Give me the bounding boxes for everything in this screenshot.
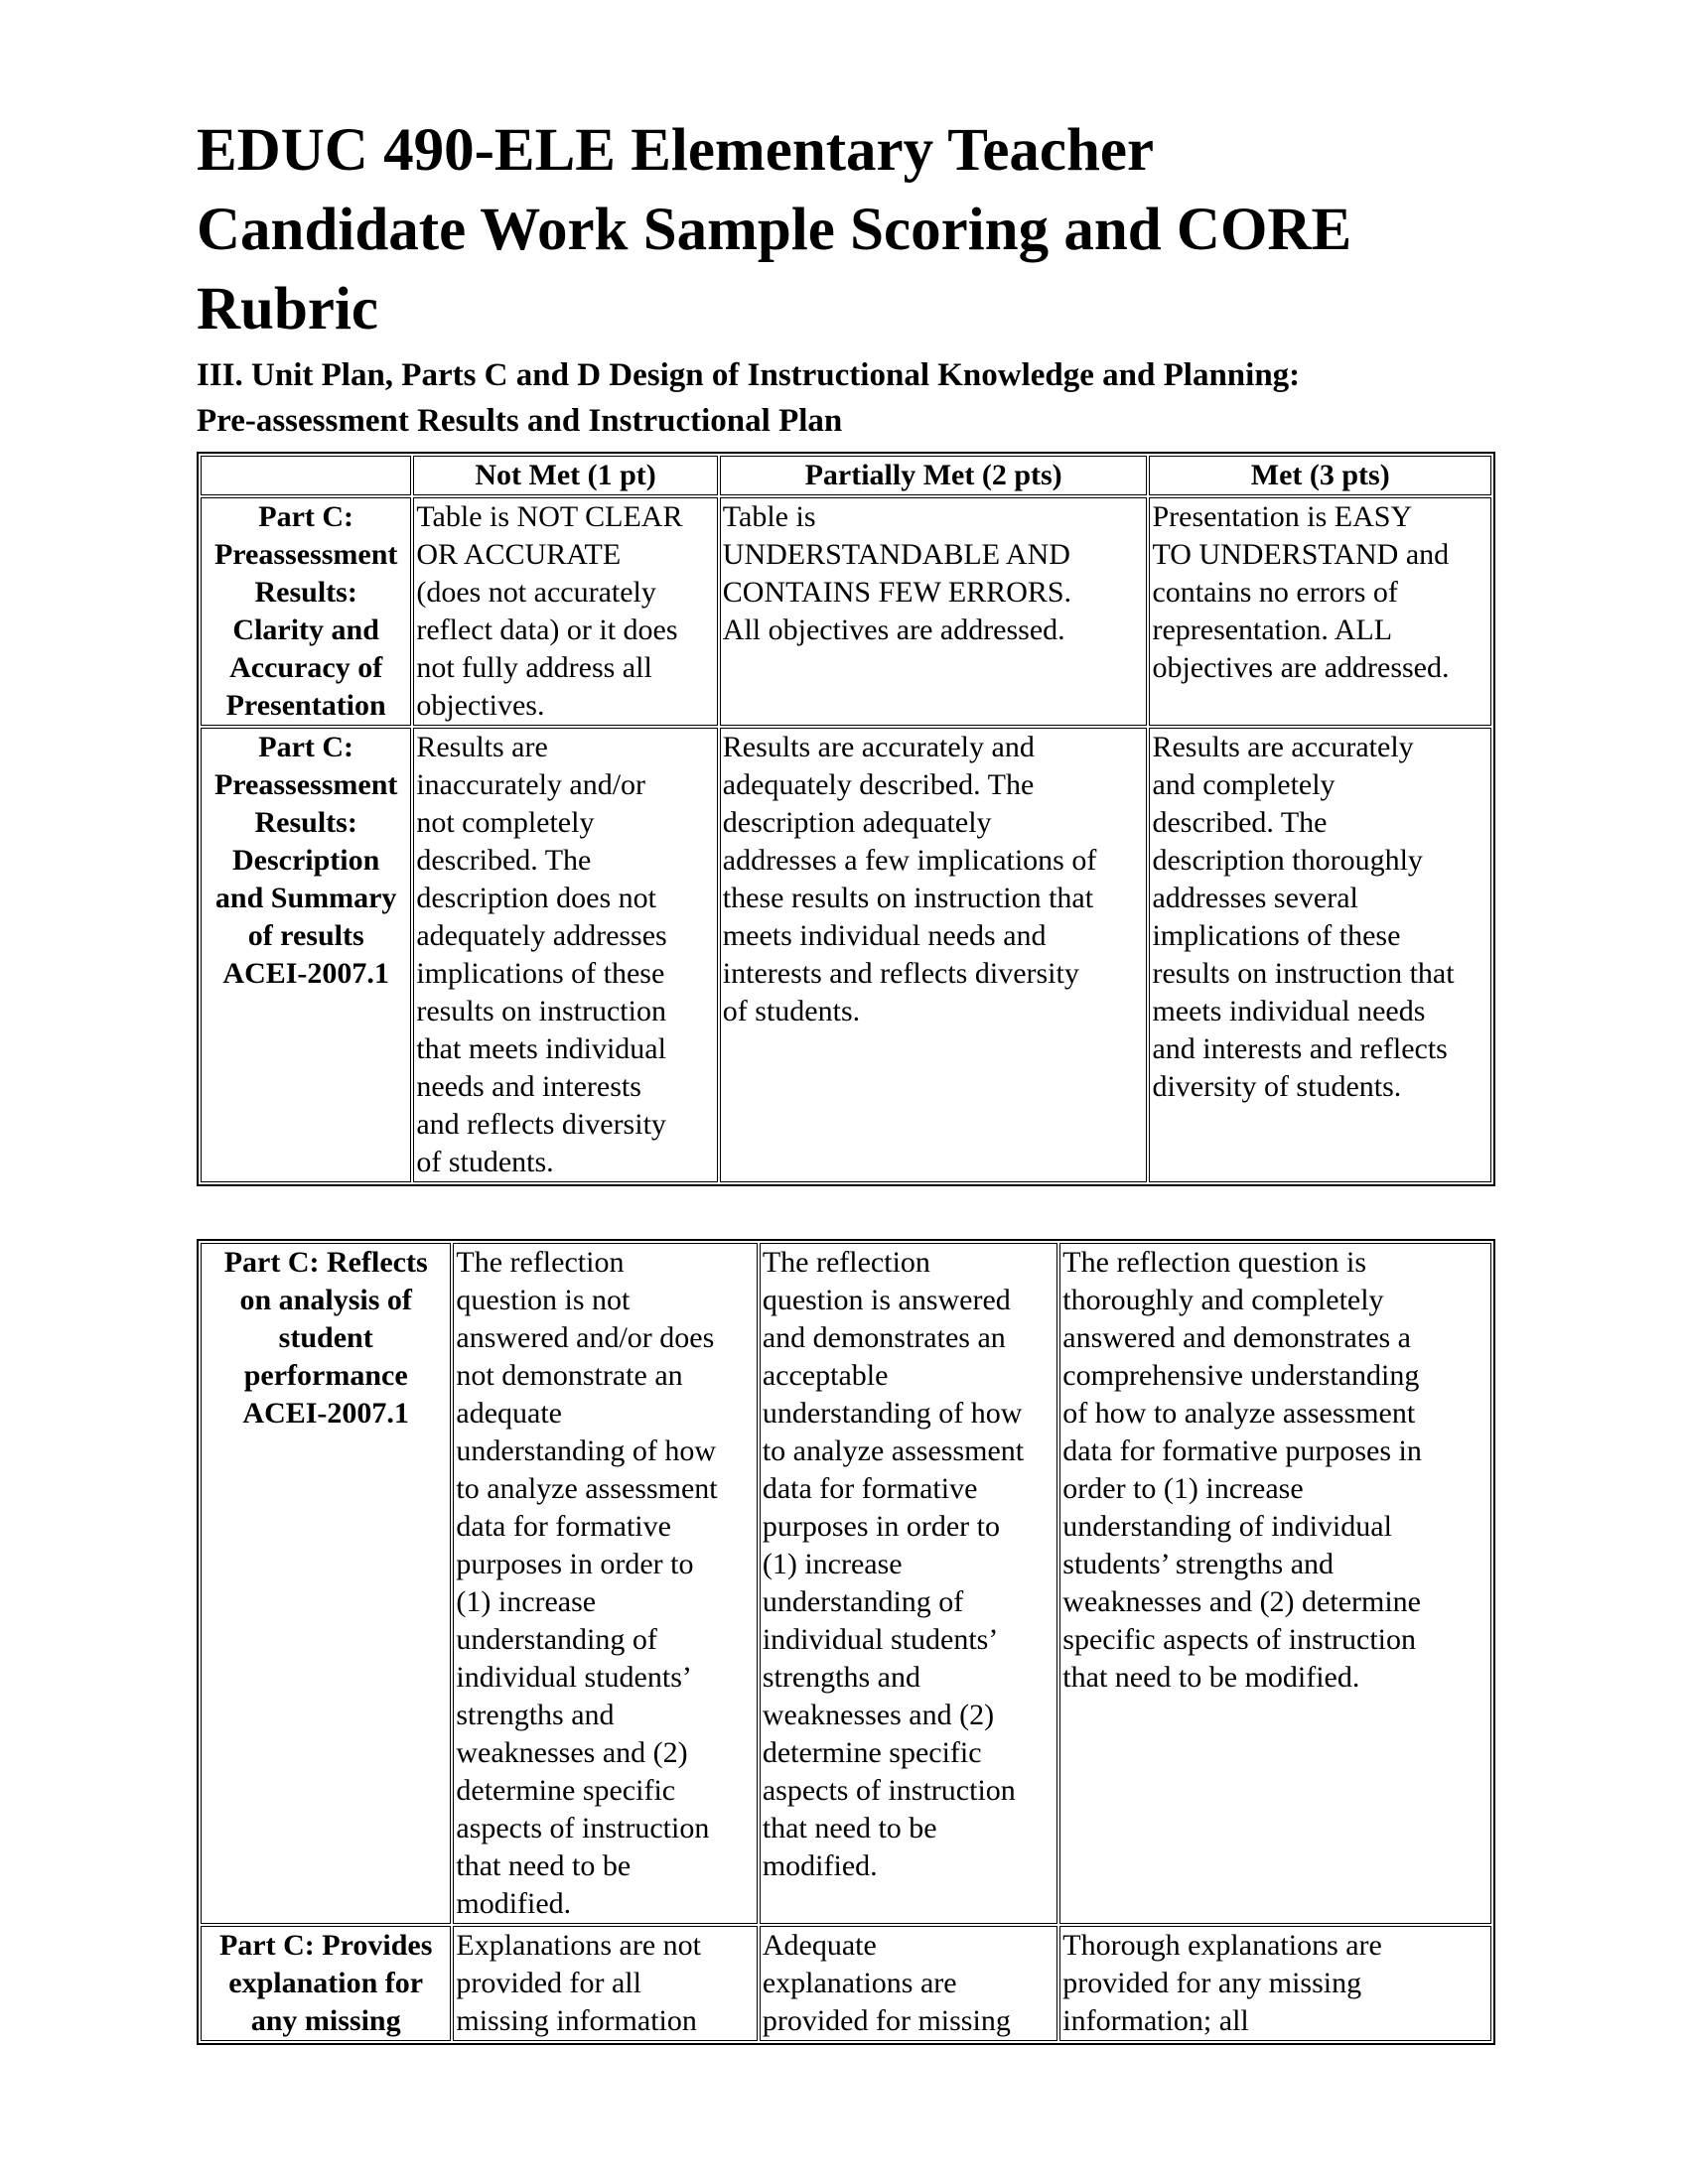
text-line: strengths and: [762, 1661, 920, 1694]
text-line: needs and interests: [416, 1070, 641, 1103]
text-line: not demonstrate an: [456, 1359, 683, 1392]
text-line: OR ACCURATE: [416, 538, 622, 571]
text-line: performance: [243, 1359, 408, 1392]
text-line: The reflection: [762, 1246, 930, 1279]
text-line: to analyze assessment: [456, 1472, 718, 1505]
not-met-cell: [413, 497, 717, 726]
text-line: provided for any missing: [1062, 1967, 1362, 1999]
text-line: inaccurately and/or: [416, 768, 646, 801]
text-line: Part C:: [258, 731, 354, 763]
text-line: determine specific: [456, 1774, 676, 1807]
met-cell: [1059, 1243, 1491, 1924]
text-line: weaknesses and (2): [762, 1699, 995, 1731]
text-line: Results are accurately and: [722, 731, 1035, 763]
text-line: individual students’: [762, 1623, 999, 1656]
text-line: and Summary: [214, 882, 397, 914]
text-line: not fully address all: [416, 651, 652, 684]
table-row: [201, 728, 1491, 1182]
text-line: understanding of individual: [1062, 1510, 1392, 1543]
text-line: Presentation is EASY: [1152, 500, 1413, 533]
table-row: [201, 1926, 1491, 2041]
text-line: Part C:: [258, 500, 354, 533]
text-line: Preassessment: [213, 538, 398, 571]
header-row: [201, 456, 1491, 495]
text-line: ACEI-2007.1: [222, 957, 389, 990]
text-line: understanding of how: [456, 1434, 716, 1467]
text-line: of students.: [722, 995, 861, 1027]
table-row: [201, 497, 1491, 726]
text-line: results on instruction: [416, 995, 666, 1027]
criterion-cell: [201, 1926, 451, 2041]
partially-met-cell: [760, 1243, 1057, 1924]
text-line: and interests and reflects: [1152, 1032, 1448, 1065]
criterion-cell: [201, 728, 411, 1182]
section-heading-line: Pre-assessment Results and Instructional Plan: [197, 403, 843, 439]
text-line: implications of these: [1152, 919, 1401, 952]
text-line: The reflection question is: [1062, 1246, 1367, 1279]
text-line: determine specific: [762, 1736, 982, 1769]
text-line: specific aspects of instruction: [1062, 1623, 1417, 1656]
text-line: data for formative: [762, 1472, 978, 1505]
text-line: to analyze assessment: [762, 1434, 1025, 1467]
text-line: that need to be: [456, 1849, 632, 1882]
text-line: All objectives are addressed.: [722, 614, 1065, 646]
text-line: Clarity and: [232, 614, 379, 646]
text-line: (1) increase: [456, 1585, 597, 1618]
text-line: of students.: [416, 1146, 554, 1178]
text-line: explanations are: [762, 1967, 957, 1999]
title-line: EDUC 490-ELE Elementary Teacher: [197, 117, 1155, 184]
text-line: Results are accurately: [1152, 731, 1414, 763]
text-line: Part C: Provides: [218, 1929, 433, 1962]
text-line: TO UNDERSTAND and: [1152, 538, 1450, 571]
text-line: Part C: Reflects: [223, 1246, 428, 1279]
text-line: question is answered: [762, 1284, 1011, 1316]
section-heading: [197, 352, 1507, 444]
met-cell: [1149, 728, 1491, 1182]
met-cell: [1059, 1926, 1491, 2041]
text-line: Adequate: [762, 1929, 877, 1962]
partially-met-cell: [720, 497, 1148, 726]
text-line: and reflects diversity: [416, 1108, 666, 1141]
not-met-cell: [453, 1926, 757, 2041]
header-cell-blank: [201, 456, 411, 495]
text-line: ACEI-2007.1: [242, 1397, 409, 1430]
criterion-cell: [201, 1243, 451, 1924]
text-line: interests and reflects diversity: [722, 957, 1079, 990]
text-line: students’ strengths and: [1062, 1548, 1335, 1580]
text-line: Description: [232, 844, 380, 877]
text-line: meets individual needs: [1152, 995, 1426, 1027]
met-cell: [1149, 497, 1491, 726]
text-line: Results:: [254, 806, 357, 839]
text-line: provided for all: [456, 1967, 641, 1999]
text-line: individual students’: [456, 1661, 692, 1694]
title-line: Rubric: [197, 276, 378, 342]
text-line: objectives are addressed.: [1152, 651, 1450, 684]
text-line: (1) increase: [762, 1548, 903, 1580]
text-line: weaknesses and (2) determine: [1062, 1585, 1421, 1618]
text-line: (does not accurately: [416, 576, 656, 609]
rubric-table-2: [197, 1239, 1495, 2045]
text-line: and demonstrates an: [762, 1321, 1006, 1354]
text-line: The reflection: [456, 1246, 625, 1279]
text-line: UNDERSTANDABLE AND: [722, 538, 1070, 571]
text-line: purposes in order to: [456, 1548, 694, 1580]
text-line: objectives.: [416, 689, 545, 722]
text-line: that meets individual: [416, 1032, 666, 1065]
text-line: data for formative: [456, 1510, 671, 1543]
text-line: comprehensive understanding: [1062, 1359, 1420, 1392]
document-title: [197, 111, 1507, 349]
text-line: question is not: [456, 1284, 631, 1316]
text-line: Presentation: [225, 689, 386, 722]
text-line: Explanations are not: [456, 1929, 701, 1962]
text-line: understanding of: [762, 1585, 964, 1618]
text-line: provided for missing: [762, 2004, 1011, 2037]
text-line: on analysis of: [239, 1284, 412, 1316]
text-line: acceptable: [762, 1359, 889, 1392]
rubric-table-1: [197, 452, 1495, 1186]
text-line: Accuracy of: [229, 651, 383, 684]
text-line: described. The: [1152, 806, 1328, 839]
text-line: these results on instruction that: [722, 882, 1094, 914]
text-line: and completely: [1152, 768, 1336, 801]
text-line: Thorough explanations are: [1062, 1929, 1382, 1962]
section-heading-line: III. Unit Plan, Parts C and D Design of Instructional Knowledge and Planning:: [197, 357, 1301, 393]
header-cell-partially-met: Partially Met (2 pts): [720, 456, 1148, 495]
text-line: explanation for: [228, 1967, 424, 1999]
criterion-cell: [201, 497, 411, 726]
text-line: implications of these: [416, 957, 665, 990]
text-line: understanding of how: [762, 1397, 1023, 1430]
text-line: addresses several: [1152, 882, 1358, 914]
text-line: addresses a few implications of: [722, 844, 1097, 877]
text-line: student: [278, 1321, 373, 1354]
text-line: description adequately: [722, 806, 992, 839]
text-line: Preassessment: [213, 768, 398, 801]
text-line: Table is NOT CLEAR: [416, 500, 683, 533]
text-line: described. The: [416, 844, 592, 877]
text-line: not completely: [416, 806, 595, 839]
text-line: diversity of students.: [1152, 1070, 1402, 1103]
text-line: of results: [247, 919, 364, 952]
text-line: answered and/or does: [456, 1321, 715, 1354]
partially-met-cell: [760, 1926, 1057, 2041]
text-line: modified.: [456, 1887, 572, 1920]
text-line: adequate: [456, 1397, 562, 1430]
text-line: representation. ALL: [1152, 614, 1393, 646]
text-line: of how to analyze assessment: [1062, 1397, 1416, 1430]
text-line: weaknesses and (2): [456, 1736, 688, 1769]
text-line: answered and demonstrates a: [1062, 1321, 1411, 1354]
text-line: order to (1) increase: [1062, 1472, 1304, 1505]
text-line: aspects of instruction: [456, 1812, 710, 1844]
header-cell-not-met: Not Met (1 pt): [413, 456, 717, 495]
table-row: [201, 1243, 1491, 1924]
text-line: that need to be modified.: [1062, 1661, 1360, 1694]
text-line: description thoroughly: [1152, 844, 1423, 877]
partially-met-cell: [720, 728, 1148, 1182]
text-line: thoroughly and completely: [1062, 1284, 1384, 1316]
text-line: aspects of instruction: [762, 1774, 1016, 1807]
text-line: strengths and: [456, 1699, 615, 1731]
text-line: that need to be: [762, 1812, 937, 1844]
text-line: adequately described. The: [722, 768, 1035, 801]
text-line: modified.: [762, 1849, 878, 1882]
text-line: any missing: [250, 2004, 401, 2037]
text-line: description does not: [416, 882, 656, 914]
title-line: Candidate Work Sample Scoring and CORE: [197, 197, 1352, 263]
text-line: information; all: [1062, 2004, 1249, 2037]
text-line: data for formative purposes in: [1062, 1434, 1422, 1467]
not-met-cell: [453, 1243, 757, 1924]
text-line: understanding of: [456, 1623, 657, 1656]
not-met-cell: [413, 728, 717, 1182]
text-line: missing information: [456, 2004, 697, 2037]
text-line: CONTAINS FEW ERRORS.: [722, 576, 1072, 609]
text-line: contains no errors of: [1152, 576, 1398, 609]
header-cell-met: Met (3 pts): [1149, 456, 1491, 495]
text-line: Table is: [722, 500, 816, 533]
text-line: Results are: [416, 731, 548, 763]
text-line: reflect data) or it does: [416, 614, 678, 646]
text-line: meets individual needs and: [722, 919, 1047, 952]
text-line: Results:: [254, 576, 357, 609]
text-line: adequately addresses: [416, 919, 667, 952]
text-line: purposes in order to: [762, 1510, 1000, 1543]
text-line: results on instruction that: [1152, 957, 1455, 990]
